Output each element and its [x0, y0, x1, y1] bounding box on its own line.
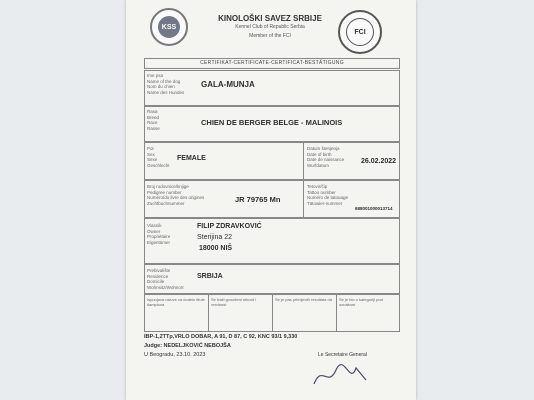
- owner-box: [144, 218, 400, 264]
- pedigree-value: JR 79765 Mn: [235, 195, 281, 204]
- label: Wohnsitz/Wohnort: [147, 284, 184, 290]
- divider: [272, 295, 273, 331]
- label: Propriétaire: [147, 234, 171, 239]
- dog-name-box: [144, 70, 400, 106]
- label: Tätowier-nummer: [307, 200, 343, 206]
- residence-box: [144, 264, 400, 294]
- fci-seal-logo: [338, 10, 382, 54]
- org-subtitle-2: Member of the FCI: [249, 33, 291, 39]
- label: Tattoo number: [307, 189, 336, 195]
- breed-labels: [147, 109, 160, 131]
- label: Prebivalište: [147, 268, 171, 273]
- label: Domicile: [147, 279, 165, 284]
- certificate-sheet: [126, 0, 416, 400]
- kss-seal-logo: [150, 8, 188, 46]
- label: Datum štenjenja: [307, 146, 340, 151]
- pedigree-labels: [147, 184, 204, 206]
- certificate-banner: CERTIFIKAT-CERTIFICATE-CERTIFICAT-BESTÄTIGUNG: [144, 58, 400, 69]
- owner-city: 18000 NIŠ: [199, 245, 233, 252]
- label: Numéro/du livre des origines: [147, 195, 205, 200]
- footer-column-4: Se je bio u kategoriji pod oznakom: [339, 297, 383, 307]
- label: Pedigree number: [147, 189, 182, 195]
- footer-column-2: Se traži gvozdeni rekord i vrednost: [211, 297, 257, 307]
- tattoo-value: 688001000013714: [355, 206, 393, 211]
- owner-street: Sterijina 22: [197, 234, 233, 241]
- label: Pol: [147, 146, 154, 151]
- footer-column-1: Ispunjava uslove za dodelu titule šampiona: [147, 297, 205, 307]
- label: Rasa: [147, 109, 158, 114]
- label: Eigentümer: [147, 239, 171, 245]
- label: Residence: [147, 273, 169, 279]
- divider: [303, 143, 304, 179]
- label: Ime psa: [147, 73, 164, 78]
- label: Sex: [147, 151, 155, 157]
- footer-column-3: Se je pas primljenih rezultata da: [275, 297, 332, 302]
- label: Nom du chien: [147, 84, 175, 89]
- sex-dob-box: [144, 142, 400, 180]
- label: Broj rodovnice/knjige: [147, 184, 189, 189]
- residence-value: SRBIJA: [197, 273, 223, 280]
- fci-seal-text: FCI: [346, 18, 374, 46]
- breed-value: CHIEN DE BERGER BELGE - MALINOIS: [201, 118, 343, 127]
- owner-labels: [147, 223, 170, 245]
- secretary-label: Le Secretaire General: [318, 352, 367, 358]
- results-line: IBP-1,2TTp,VRLO DOBAR, A 91, D 87, C 92, KNC 93/1 9,330: [144, 334, 298, 340]
- label: Race: [147, 120, 158, 125]
- sex-value: FEMALE: [177, 155, 206, 162]
- label: Sexe: [147, 157, 158, 162]
- breed-box: [144, 106, 400, 142]
- label: Breed: [147, 114, 160, 120]
- org-header: [210, 14, 330, 41]
- divider: [208, 295, 209, 331]
- sex-labels: [147, 146, 170, 168]
- footer-columns-box: [144, 294, 400, 332]
- kss-seal-text: KSS: [158, 16, 180, 38]
- signature-mark: [310, 360, 370, 390]
- tattoo-labels: [307, 184, 348, 206]
- dog-name-labels: [147, 73, 184, 95]
- date-line: U Beogradu, 23.10. 2023: [144, 352, 206, 358]
- residence-labels: [147, 268, 184, 290]
- label: Date of birth: [307, 151, 332, 157]
- divider: [336, 295, 337, 331]
- label: Geschlecht: [147, 162, 170, 168]
- dob-value: 26.02.2022: [361, 158, 397, 165]
- owner-name: FILIP ZDRAVKOVIĆ: [197, 223, 262, 230]
- label: Tetovir/čip: [307, 184, 328, 189]
- label: Name des Hundes: [147, 89, 185, 95]
- label: Vlasnik: [147, 223, 162, 228]
- label: Zuchtbuchnummer: [147, 200, 185, 206]
- label: Name of the dog: [147, 78, 181, 84]
- label: Rasse: [147, 125, 160, 131]
- org-subtitle-1: Kennel Club of Republic Serbia: [235, 24, 305, 30]
- label: Date de naissance: [307, 157, 345, 162]
- label: Wurfdatum: [307, 162, 329, 168]
- judge-line: Judge: NEDELJKOVIĆ NEBOJŠA: [144, 343, 231, 349]
- label: Owner: [147, 228, 161, 234]
- dog-name-value: GALA-MUNJA: [201, 80, 255, 89]
- dob-labels: [307, 146, 344, 168]
- org-name: KINOLOŠKI SAVEZ SRBIJE: [218, 14, 322, 23]
- pedigree-box: [144, 180, 400, 218]
- divider: [303, 181, 304, 217]
- label: Numéro de tatouage: [307, 195, 349, 200]
